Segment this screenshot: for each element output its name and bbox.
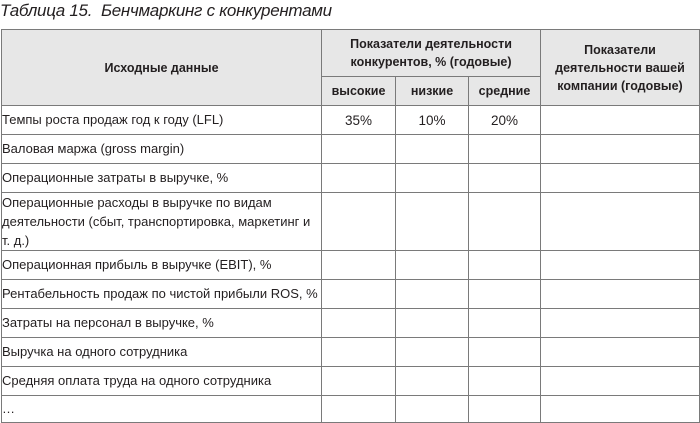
cell-high: 35%	[322, 106, 396, 135]
cell-own	[541, 367, 700, 396]
table-row	[2, 251, 700, 280]
table-header	[2, 30, 700, 106]
cell-average	[469, 367, 541, 396]
table-body	[2, 106, 700, 423]
cell-average	[469, 251, 541, 280]
row-label: Рентабельность продаж по чистой прибыли ROS, %	[2, 280, 322, 309]
row-label: Выручка на одного сотрудника	[2, 338, 322, 367]
row-label: Валовая маржа (gross margin)	[2, 135, 322, 164]
cell-own	[541, 280, 700, 309]
cell-low	[396, 135, 469, 164]
cell-high	[322, 135, 396, 164]
cell-low	[396, 193, 469, 251]
cell-low	[396, 338, 469, 367]
cell-average	[469, 338, 541, 367]
cell-average	[469, 135, 541, 164]
cell-own	[541, 396, 700, 423]
cell-low	[396, 309, 469, 338]
header-source-data: Исходные данные	[2, 30, 322, 106]
cell-own	[541, 135, 700, 164]
cell-own	[541, 193, 700, 251]
header-low: низкие	[396, 77, 469, 106]
row-label: Операционная прибыль в выручке (EBIT), %	[2, 251, 322, 280]
table-row	[2, 106, 700, 135]
table-row	[2, 193, 700, 251]
header-high: высокие	[322, 77, 396, 106]
table-row	[2, 164, 700, 193]
cell-high	[322, 251, 396, 280]
table-row	[2, 367, 700, 396]
table-number: Таблица 15.	[0, 1, 93, 20]
cell-high	[322, 338, 396, 367]
row-label: Темпы роста продаж год к году (LFL)	[2, 106, 322, 135]
row-label: Средняя оплата труда на одного сотрудника	[2, 367, 322, 396]
cell-high	[322, 396, 396, 423]
row-label-ellipsis: …	[2, 396, 322, 423]
cell-low	[396, 280, 469, 309]
table-row	[2, 135, 700, 164]
cell-own	[541, 106, 700, 135]
cell-own	[541, 164, 700, 193]
cell-average	[469, 309, 541, 338]
cell-low	[396, 367, 469, 396]
cell-high	[322, 164, 396, 193]
cell-average	[469, 396, 541, 423]
row-label: Затраты на персонал в выручке, %	[2, 309, 322, 338]
benchmark-table	[1, 29, 700, 423]
table-row	[2, 338, 700, 367]
table-row	[2, 309, 700, 338]
cell-average: 20%	[469, 106, 541, 135]
cell-own	[541, 338, 700, 367]
cell-low	[396, 251, 469, 280]
header-average: средние	[469, 77, 541, 106]
header-own-company: Показатели деятельности вашей компании (годовые)	[541, 30, 700, 106]
cell-low	[396, 164, 469, 193]
cell-low	[396, 396, 469, 423]
cell-average	[469, 164, 541, 193]
table-row	[2, 396, 700, 423]
cell-high	[322, 280, 396, 309]
cell-average	[469, 193, 541, 251]
cell-own	[541, 251, 700, 280]
table-row	[2, 280, 700, 309]
row-label: Операционные расходы в выручке по видам деятельности (сбыт, транспортировка, маркетинг и т. д.)	[2, 193, 322, 251]
cell-high	[322, 193, 396, 251]
row-label: Операционные затраты в выручке, %	[2, 164, 322, 193]
cell-low: 10%	[396, 106, 469, 135]
header-competitors: Показатели деятельности конкурентов, % (годовые)	[322, 30, 541, 77]
table-caption	[0, 0, 332, 24]
cell-high	[322, 367, 396, 396]
cell-high	[322, 309, 396, 338]
cell-own	[541, 309, 700, 338]
table-title: Бенчмаркинг с конкурентами	[100, 1, 332, 20]
cell-average	[469, 280, 541, 309]
